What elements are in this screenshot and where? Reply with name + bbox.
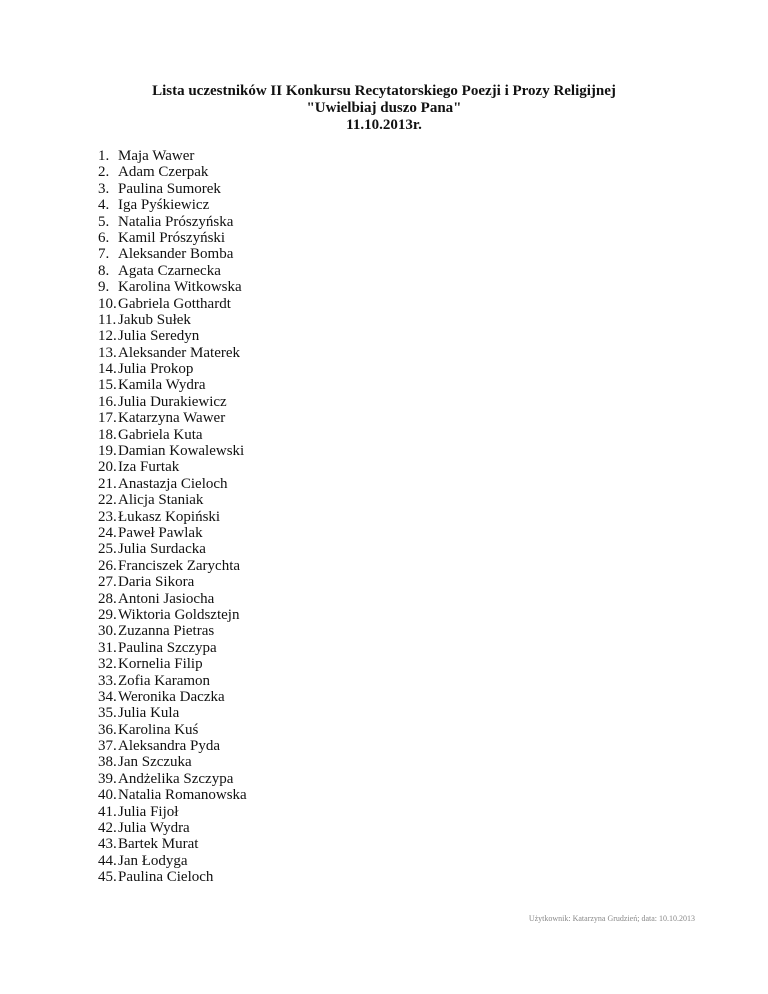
list-item <box>98 345 247 361</box>
list-item <box>98 377 247 393</box>
list-item-name: Julia Surdacka <box>118 541 206 558</box>
list-item <box>98 361 247 377</box>
list-item-number: 40. <box>98 787 117 804</box>
title-line-contest: Lista uczestników II Konkursu Recytatorskiego Poezji i Prozy Religijnej <box>152 83 616 99</box>
list-item <box>98 623 247 639</box>
list-item-number: 41. <box>98 803 117 820</box>
footer-user-info: Użytkownik: Katarzyna Grudzień; data: 10.10.2013 <box>528 914 695 923</box>
list-item-number: 26. <box>98 557 117 574</box>
participant-list <box>98 148 247 886</box>
list-item-name: Jan Łodyga <box>118 852 188 869</box>
list-item-name: Alicja Staniak <box>118 492 204 509</box>
list-item-number: 43. <box>98 836 117 853</box>
list-item-number: 23. <box>98 508 117 525</box>
list-item-name: Bartek Murat <box>118 836 199 853</box>
list-item <box>98 312 247 328</box>
list-item <box>98 328 247 344</box>
list-item-number: 17. <box>98 410 117 427</box>
list-item-number: 9. <box>98 279 110 296</box>
list-item <box>98 607 247 623</box>
list-item-name: Julia Fijoł <box>118 803 179 820</box>
list-item-number: 10. <box>98 295 117 312</box>
list-item <box>98 656 247 672</box>
list-item-number: 13. <box>98 344 117 361</box>
list-item <box>98 279 247 295</box>
list-item-name: Jakub Sułek <box>118 311 191 328</box>
list-item-name: Franciszek Zarychta <box>118 557 241 574</box>
list-item <box>98 591 247 607</box>
list-item-number: 8. <box>98 262 110 279</box>
list-item-number: 5. <box>98 213 110 230</box>
list-item-number: 38. <box>98 754 117 771</box>
list-item-name: Kornelia Filip <box>118 656 203 673</box>
list-item <box>98 246 247 262</box>
list-item <box>98 754 247 770</box>
list-item-name: Gabriela Kuta <box>118 426 203 443</box>
list-item-name: Aleksander Bomba <box>118 246 234 263</box>
list-item-number: 27. <box>98 574 117 591</box>
list-item <box>98 525 247 541</box>
list-item <box>98 410 247 426</box>
list-item-name: Zuzanna Pietras <box>118 623 215 640</box>
list-item-name: Agata Czarnecka <box>118 262 221 279</box>
list-item-number: 37. <box>98 738 117 755</box>
title-line-date: 11.10.2013r. <box>346 117 422 133</box>
list-item-name: Julia Durakiewicz <box>118 393 227 410</box>
list-item <box>98 541 247 557</box>
list-item <box>98 558 247 574</box>
list-item-name: Aleksandra Pyda <box>118 738 221 755</box>
list-item-name: Iza Furtak <box>118 459 180 476</box>
list-item <box>98 427 247 443</box>
list-item-number: 25. <box>98 541 117 558</box>
list-item-number: 45. <box>98 869 117 886</box>
list-item <box>98 804 247 820</box>
list-item-name: Paulina Sumorek <box>118 180 221 197</box>
list-item <box>98 705 247 721</box>
list-item-number: 21. <box>98 475 117 492</box>
list-item <box>98 492 247 508</box>
list-item-name: Damian Kowalewski <box>118 443 245 460</box>
list-item-name: Katarzyna Wawer <box>118 410 226 427</box>
list-item <box>98 509 247 525</box>
list-item <box>98 263 247 279</box>
list-item-number: 6. <box>98 229 110 246</box>
list-item-number: 18. <box>98 426 117 443</box>
list-item-number: 32. <box>98 656 117 673</box>
list-item-number: 4. <box>98 197 110 214</box>
list-item-name: Weronika Daczka <box>118 688 225 705</box>
list-item-number: 28. <box>98 590 117 607</box>
list-item-name: Wiktoria Goldsztejn <box>118 606 240 623</box>
list-item-number: 16. <box>98 393 117 410</box>
list-item-number: 29. <box>98 606 117 623</box>
list-item-name: Karolina Kuś <box>118 721 199 738</box>
list-item <box>98 722 247 738</box>
list-item-name: Julia Seredyn <box>118 328 200 345</box>
list-item-name: Julia Kula <box>118 705 180 722</box>
list-item-name: Natalia Romanowska <box>118 787 247 804</box>
list-item-number: 24. <box>98 524 117 541</box>
list-item <box>98 836 247 852</box>
list-item <box>98 214 247 230</box>
list-item-number: 35. <box>98 705 117 722</box>
list-item <box>98 640 247 656</box>
list-item <box>98 574 247 590</box>
list-item-number: 42. <box>98 820 117 837</box>
list-item-number: 1. <box>98 148 110 164</box>
list-item-number: 12. <box>98 328 117 345</box>
list-item-name: Daria Sikora <box>118 574 195 591</box>
list-item-name: Jan Szczuka <box>118 754 192 771</box>
list-item-name: Andżelika Szczypa <box>118 770 234 787</box>
list-item <box>98 443 247 459</box>
list-item-name: Karolina Witkowska <box>118 279 242 296</box>
list-item-number: 14. <box>98 361 117 378</box>
list-item-name: Paweł Pawlak <box>118 524 203 541</box>
list-item <box>98 869 247 885</box>
list-item-name: Kamil Prószyński <box>118 229 226 246</box>
list-item <box>98 459 247 475</box>
list-item-number: 31. <box>98 639 117 656</box>
list-item <box>98 738 247 754</box>
list-item-number: 7. <box>98 246 110 263</box>
list-item-name: Kamila Wydra <box>118 377 206 394</box>
list-item <box>98 181 247 197</box>
list-item-name: Julia Prokop <box>118 361 194 378</box>
list-item-name: Gabriela Gotthardt <box>118 295 231 312</box>
list-item-number: 34. <box>98 688 117 705</box>
document-title <box>0 83 768 134</box>
list-item <box>98 673 247 689</box>
list-item-number: 39. <box>98 770 117 787</box>
list-item <box>98 853 247 869</box>
list-item-name: Łukasz Kopiński <box>118 508 221 525</box>
list-item <box>98 394 247 410</box>
list-item <box>98 148 247 164</box>
list-item <box>98 771 247 787</box>
list-item-number: 33. <box>98 672 117 689</box>
list-item-name: Maja Wawer <box>118 148 195 164</box>
list-item-name: Aleksander Materek <box>118 344 241 361</box>
list-item-number: 22. <box>98 492 117 509</box>
list-item <box>98 164 247 180</box>
list-item-name: Adam Czerpak <box>118 164 209 181</box>
list-item-name: Antoni Jasiocha <box>118 590 215 607</box>
list-item-number: 2. <box>98 164 110 181</box>
list-item-name: Anastazja Cieloch <box>118 475 228 492</box>
list-item-name: Paulina Cieloch <box>118 869 214 886</box>
list-item-name: Natalia Prószyńska <box>118 213 234 230</box>
list-item-name: Iga Pyśkiewicz <box>118 197 210 214</box>
list-item-number: 36. <box>98 721 117 738</box>
list-item-number: 44. <box>98 852 117 869</box>
list-item <box>98 689 247 705</box>
list-item <box>98 197 247 213</box>
list-item-number: 3. <box>98 180 110 197</box>
list-item-name: Zofia Karamon <box>118 672 211 689</box>
list-item-name: Julia Wydra <box>118 820 190 837</box>
list-item-number: 20. <box>98 459 117 476</box>
list-item-number: 15. <box>98 377 117 394</box>
title-line-motto: "Uwielbiaj duszo Pana" <box>306 100 462 116</box>
list-item-number: 30. <box>98 623 117 640</box>
list-item <box>98 787 247 803</box>
list-item <box>98 476 247 492</box>
list-item-name: Paulina Szczypa <box>118 639 217 656</box>
list-item-number: 11. <box>98 311 117 328</box>
list-item <box>98 820 247 836</box>
list-item-number: 19. <box>98 443 117 460</box>
list-item <box>98 296 247 312</box>
list-item <box>98 230 247 246</box>
